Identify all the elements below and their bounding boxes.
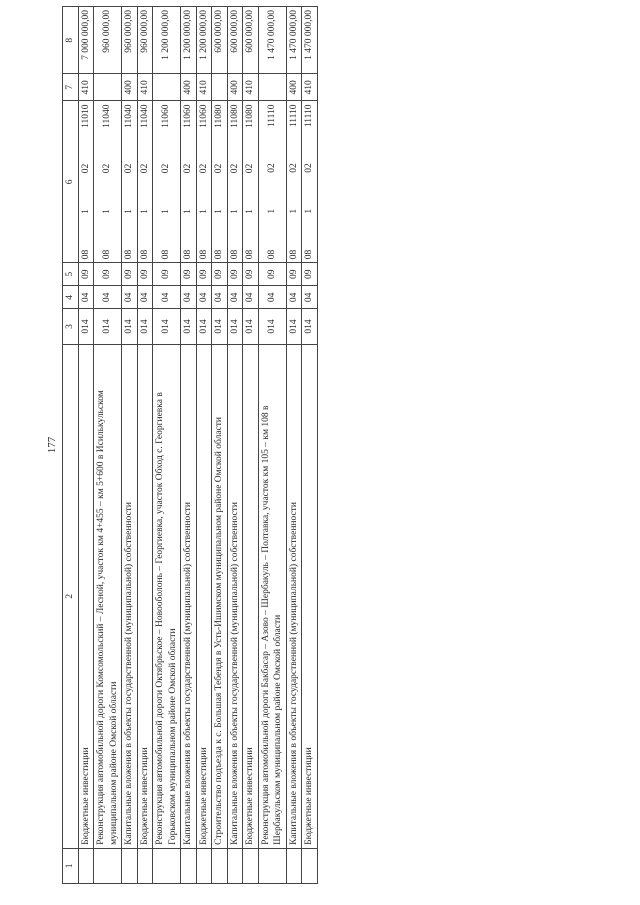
row-section-cell: 04 (227, 286, 243, 309)
row-amount-cell: 960 000,00 (94, 7, 122, 74)
row-expense-type-cell: 400 (181, 74, 197, 101)
target-code (288, 104, 301, 259)
row-expense-type-cell: 410 (196, 74, 212, 101)
header-cell: 5 (63, 263, 79, 286)
target-code-part: 02 (102, 163, 113, 174)
table-row (78, 7, 94, 884)
target-code-part: 02 (304, 163, 314, 173)
row-ministry-code-cell: 014 (181, 309, 197, 344)
target-code-part: 02 (139, 163, 150, 174)
target-code (303, 104, 316, 259)
row-ministry-code-cell: 014 (78, 309, 94, 344)
target-code-part: 1 (80, 209, 91, 214)
header-row (63, 7, 79, 884)
header-cell: 1 (63, 848, 79, 883)
row-target-code-cell (258, 101, 286, 263)
target-code-part: 11040 (102, 104, 113, 128)
budget-table (62, 6, 318, 884)
row-subsection-cell: 09 (181, 263, 197, 286)
target-code-part: 1 (266, 208, 277, 214)
row-number-cell (137, 848, 153, 883)
row-name-cell: Бюджетные инвестиции (137, 344, 153, 848)
row-amount-cell: 7 000 000,00 (78, 7, 94, 74)
row-target-code-cell (122, 101, 138, 263)
target-code-part: 02 (229, 163, 240, 174)
target-code (80, 104, 93, 259)
row-section-cell: 04 (153, 286, 181, 309)
target-code-part: 1 (245, 209, 255, 214)
row-amount-cell: 960 000,00 (137, 7, 153, 74)
target-code (213, 104, 226, 259)
row-subsection-cell: 09 (78, 263, 94, 286)
target-code-part: 11110 (288, 104, 299, 128)
target-code-part: 11080 (214, 104, 224, 128)
row-name-cell: Реконструкция автомобильной дороги Октябрьское – Новооболонь – Георгиевка, участок Обход с. Георгиевка в Горьковском муниципальном районе Омской области (153, 344, 181, 848)
target-code-part: 08 (266, 249, 277, 260)
table-row (286, 7, 302, 884)
target-code-part: 1 (198, 209, 209, 214)
row-number-cell (78, 848, 94, 883)
header-cell: 2 (63, 344, 79, 848)
row-name-cell: Капитальные вложения в объекты государственной (муниципальной) собственности (286, 344, 302, 848)
row-target-code-cell (302, 101, 318, 263)
target-code-part: 08 (288, 249, 299, 260)
target-code-part: 08 (80, 249, 91, 260)
row-section-cell: 04 (137, 286, 153, 309)
row-expense-type-cell: 400 (286, 74, 302, 101)
target-code-part: 1 (214, 209, 224, 214)
row-target-code-cell (227, 101, 243, 263)
row-number-cell (94, 848, 122, 883)
page-number: 177 (46, 436, 58, 454)
row-amount-cell: 960 000,00 (122, 7, 138, 74)
target-code-part: 02 (214, 163, 224, 174)
row-section-cell: 04 (94, 286, 122, 309)
row-number-cell (286, 848, 302, 883)
row-name-cell: Бюджетные инвестиции (302, 344, 318, 848)
target-code (198, 104, 211, 259)
target-code-part: 08 (124, 249, 134, 260)
table-row (94, 7, 122, 884)
row-number-cell (227, 848, 243, 883)
row-expense-type-cell: 400 (122, 74, 138, 101)
row-expense-type-cell: 400 (227, 74, 243, 101)
row-name-cell: Капитальные вложения в объекты государственной (муниципальной) собственности (122, 344, 138, 848)
target-code-part: 02 (266, 163, 277, 173)
row-name-cell: Реконструкция автомобильной дороги Бакбасар – Азово – Шербакуль – Полтавка, участок км 105 – км 108 в Шербакульском муниципальном районе Омской области (258, 344, 286, 848)
target-code-part: 08 (229, 249, 240, 260)
row-number-cell (302, 848, 318, 883)
row-section-cell: 04 (243, 286, 259, 309)
row-subsection-cell: 09 (258, 263, 286, 286)
target-code-part: 08 (214, 249, 224, 260)
row-target-code-cell (181, 101, 197, 263)
row-subsection-cell: 09 (153, 263, 181, 286)
row-subsection-cell: 09 (122, 263, 138, 286)
target-code-part: 11060 (161, 104, 172, 128)
row-section-cell: 04 (212, 286, 228, 309)
header-cell: 3 (63, 309, 79, 344)
target-code-part: 02 (80, 163, 91, 174)
target-code (160, 104, 173, 259)
target-code-part: 02 (245, 163, 255, 174)
row-section-cell: 04 (181, 286, 197, 309)
row-subsection-cell: 09 (286, 263, 302, 286)
target-code-part: 1 (102, 209, 113, 214)
row-expense-type-cell: 410 (302, 74, 318, 101)
target-code (123, 104, 136, 259)
target-code-part: 1 (304, 208, 314, 214)
row-amount-cell: 600 000,00 (212, 7, 228, 74)
row-number-cell (196, 848, 212, 883)
target-code-part: 1 (183, 209, 193, 214)
table-row (137, 7, 153, 884)
row-amount-cell: 1 200 000,00 (181, 7, 197, 74)
rotated-page (44, 6, 596, 884)
table-row (227, 7, 243, 884)
row-number-cell (122, 848, 138, 883)
row-expense-type-cell (94, 74, 122, 101)
row-ministry-code-cell: 014 (212, 309, 228, 344)
target-code (266, 104, 279, 259)
row-target-code-cell (153, 101, 181, 263)
row-amount-cell: 1 200 000,00 (196, 7, 212, 74)
row-ministry-code-cell: 014 (122, 309, 138, 344)
target-code-part: 08 (304, 249, 314, 260)
row-number-cell (212, 848, 228, 883)
target-code-part: 08 (198, 249, 209, 260)
target-code-part: 11110 (304, 104, 314, 128)
target-code-part: 08 (139, 249, 150, 260)
table-row (302, 7, 318, 884)
target-code-part: 11060 (198, 104, 209, 128)
row-ministry-code-cell: 014 (302, 309, 318, 344)
target-code-part: 02 (288, 163, 299, 173)
row-section-cell: 04 (302, 286, 318, 309)
target-code (244, 104, 257, 259)
target-code (182, 104, 195, 259)
target-code-part: 1 (161, 209, 172, 214)
row-name-cell: Капитальные вложения в объекты государственной (муниципальной) собственности (181, 344, 197, 848)
table-row (258, 7, 286, 884)
row-section-cell: 04 (78, 286, 94, 309)
row-section-cell: 04 (196, 286, 212, 309)
target-code-part: 08 (245, 249, 255, 260)
row-target-code-cell (286, 101, 302, 263)
row-amount-cell: 600 000,00 (243, 7, 259, 74)
row-expense-type-cell (153, 74, 181, 101)
row-amount-cell: 1 200 000,00 (153, 7, 181, 74)
row-subsection-cell: 09 (196, 263, 212, 286)
row-section-cell: 04 (286, 286, 302, 309)
row-ministry-code-cell: 014 (286, 309, 302, 344)
target-code-part: 1 (229, 209, 240, 214)
header-cell: 7 (63, 74, 79, 101)
target-code-part: 02 (161, 163, 172, 174)
row-target-code-cell (94, 101, 122, 263)
row-amount-cell: 1 470 000,00 (302, 7, 318, 74)
target-code-part: 11080 (229, 104, 240, 128)
row-subsection-cell: 09 (137, 263, 153, 286)
target-code-part: 11010 (80, 104, 91, 128)
table-row (212, 7, 228, 884)
row-subsection-cell: 09 (212, 263, 228, 286)
row-subsection-cell: 09 (227, 263, 243, 286)
target-code-part: 11110 (266, 104, 277, 128)
row-section-cell: 04 (258, 286, 286, 309)
row-amount-cell: 600 000,00 (227, 7, 243, 74)
row-target-code-cell (196, 101, 212, 263)
target-code-part: 08 (161, 249, 172, 260)
row-expense-type-cell: 410 (243, 74, 259, 101)
target-code-part: 11060 (183, 104, 193, 128)
row-expense-type-cell (212, 74, 228, 101)
target-code-part: 08 (102, 249, 113, 260)
row-name-cell: Реконструкция автомобильной дороги Комсомольский – Лесной, участок км 4+455 – км 5+600 в Исилькульском муниципальном районе Омской области (94, 344, 122, 848)
target-code-part: 11040 (124, 104, 134, 128)
row-name-cell: Бюджетные инвестиции (196, 344, 212, 848)
row-ministry-code-cell: 014 (153, 309, 181, 344)
row-number-cell (153, 848, 181, 883)
row-target-code-cell (137, 101, 153, 263)
row-target-code-cell (212, 101, 228, 263)
row-ministry-code-cell: 014 (196, 309, 212, 344)
row-number-cell (258, 848, 286, 883)
row-expense-type-cell: 410 (78, 74, 94, 101)
row-name-cell: Строительство подъезда к с. Большая Тебендя в Усть-Ишимском муниципальном районе Омской области (212, 344, 228, 848)
target-code-part: 02 (198, 163, 209, 174)
target-code-part: 1 (139, 209, 150, 214)
header-cell: 6 (63, 101, 79, 263)
row-subsection-cell: 09 (94, 263, 122, 286)
row-number-cell (181, 848, 197, 883)
row-subsection-cell: 09 (243, 263, 259, 286)
row-amount-cell: 1 470 000,00 (286, 7, 302, 74)
header-cell: 8 (63, 7, 79, 74)
row-ministry-code-cell: 014 (258, 309, 286, 344)
row-name-cell: Капитальные вложения в объекты государственной (муниципальной) собственности (227, 344, 243, 848)
target-code-part: 1 (124, 209, 134, 214)
target-code-part: 1 (288, 208, 299, 214)
target-code-part: 11080 (245, 104, 255, 128)
target-code-part: 02 (124, 163, 134, 174)
target-code (229, 104, 242, 259)
row-expense-type-cell: 410 (137, 74, 153, 101)
row-ministry-code-cell: 014 (227, 309, 243, 344)
header-cell: 4 (63, 286, 79, 309)
target-code-part: 08 (183, 249, 193, 260)
row-section-cell: 04 (122, 286, 138, 309)
row-amount-cell: 1 470 000,00 (258, 7, 286, 74)
row-ministry-code-cell: 014 (94, 309, 122, 344)
target-code (101, 104, 114, 259)
row-target-code-cell (243, 101, 259, 263)
target-code (139, 104, 152, 259)
row-number-cell (243, 848, 259, 883)
table-row (181, 7, 197, 884)
table-row (196, 7, 212, 884)
row-name-cell: Бюджетные инвестиции (243, 344, 259, 848)
table-row (153, 7, 181, 884)
row-target-code-cell (78, 101, 94, 263)
table-row (122, 7, 138, 884)
table-row (243, 7, 259, 884)
target-code-part: 02 (183, 163, 193, 174)
row-ministry-code-cell: 014 (137, 309, 153, 344)
target-code-part: 11040 (139, 104, 150, 128)
row-ministry-code-cell: 014 (243, 309, 259, 344)
row-expense-type-cell (258, 74, 286, 101)
row-subsection-cell: 09 (302, 263, 318, 286)
row-name-cell: Бюджетные инвестиции (78, 344, 94, 848)
